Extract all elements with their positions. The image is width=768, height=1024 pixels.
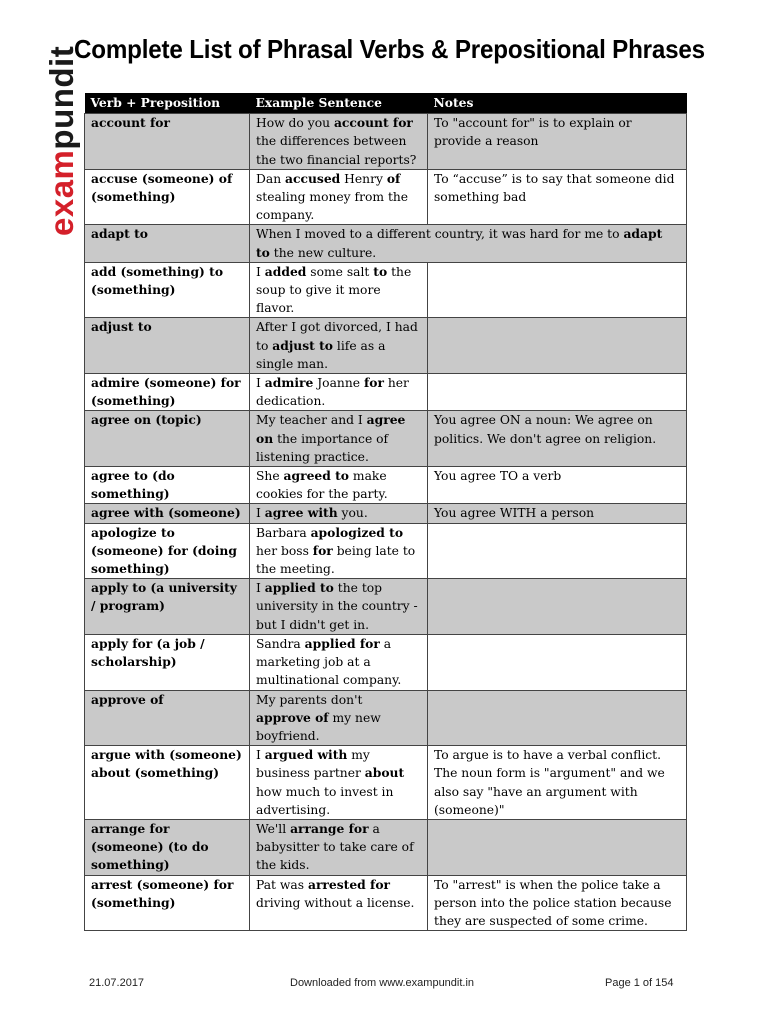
notes-cell	[428, 634, 687, 690]
example-emphasis: apologized to	[310, 524, 404, 540]
example-cell	[250, 690, 428, 746]
example-cell	[250, 169, 428, 225]
example-text: Barbara	[256, 525, 311, 540]
example-text: My teacher and I	[256, 413, 367, 428]
example-cell	[250, 634, 428, 690]
example-text: the soup to give it more flavor.	[256, 264, 412, 316]
verb-cell: add (something) to (something)	[85, 262, 250, 318]
notes-cell: You agree TO a verb	[428, 467, 687, 504]
verb-cell: arrange for (someone) (to do something)	[85, 819, 250, 875]
verb-cell: apply to (a university / program)	[85, 579, 250, 635]
table-body	[85, 114, 687, 931]
table-header-row	[85, 93, 687, 114]
phrasal-verbs-table	[84, 93, 687, 931]
example-emphasis: applied to	[264, 580, 334, 596]
example-cell	[250, 746, 428, 820]
example-text: a babysitter to take care of the kids.	[256, 821, 414, 873]
table-row	[85, 579, 687, 635]
header-notes: Notes	[428, 93, 687, 114]
example-emphasis: argued with	[264, 747, 348, 763]
verb-cell: admire (someone) for (something)	[85, 374, 250, 411]
example-text: the new culture.	[269, 245, 377, 260]
example-emphasis: accused	[285, 170, 341, 186]
example-emphasis: approve of	[256, 709, 329, 725]
table-row	[85, 114, 687, 170]
example-emphasis: agree on	[256, 412, 406, 446]
notes-cell	[428, 374, 687, 411]
example-text: the differences between the two financial reports?	[256, 134, 417, 167]
table-row	[85, 523, 687, 579]
example-text: We'll	[256, 821, 291, 836]
example-text: Joanne	[313, 376, 364, 391]
example-text: I	[256, 506, 265, 521]
example-cell	[250, 467, 428, 504]
example-cell	[250, 819, 428, 875]
example-emphasis: for	[363, 375, 384, 391]
example-cell	[250, 114, 428, 170]
example-text: After I got divorced, I had to	[256, 320, 418, 353]
example-text: I	[256, 376, 265, 391]
example-text: Dan	[256, 171, 286, 186]
table-row	[85, 690, 687, 746]
example-text: my business partner	[256, 748, 370, 781]
table-row	[85, 819, 687, 875]
example-cell	[250, 411, 428, 467]
table-row	[85, 262, 687, 318]
verb-cell: argue with (someone) about (something)	[85, 746, 250, 820]
example-cell	[250, 523, 428, 579]
example-text: I	[256, 581, 265, 596]
example-cell	[250, 579, 428, 635]
notes-cell: You agree WITH a person	[428, 504, 687, 523]
example-cell	[250, 504, 428, 523]
verb-cell: apply for (a job / scholarship)	[85, 634, 250, 690]
brand-wordmark	[42, 46, 82, 236]
table-row	[85, 875, 687, 931]
example-text: the importance of listening practice.	[256, 431, 389, 464]
notes-cell: To "arrest" is when the police take a person into the police station because they are suspected of some crime.	[428, 875, 687, 931]
verb-cell: adjust to	[85, 318, 250, 374]
table-row	[85, 467, 687, 504]
table-row	[85, 411, 687, 467]
notes-cell: To “accuse” is to say that someone did something bad	[428, 169, 687, 225]
notes-cell	[428, 690, 687, 746]
notes-cell	[428, 523, 687, 579]
notes-cell	[428, 819, 687, 875]
example-text: some salt	[306, 264, 374, 279]
example-text: My parents don't	[256, 692, 363, 707]
example-emphasis: agree with	[264, 505, 338, 521]
example-emphasis: admire	[264, 375, 314, 391]
table-row	[85, 318, 687, 374]
brand-exam: exam	[43, 149, 80, 236]
example-emphasis: applied for	[304, 635, 380, 651]
brand-pundit: pundit	[43, 45, 80, 150]
example-emphasis: of	[386, 170, 401, 186]
example-text: Henry	[340, 171, 387, 186]
verb-cell: account for	[85, 114, 250, 170]
footer-source: Downloaded from www.exampundit.in	[290, 977, 475, 989]
verb-cell: agree on (topic)	[85, 411, 250, 467]
example-emphasis: account for	[333, 115, 413, 131]
footer-page: Page 1 of 154	[605, 977, 674, 989]
example-emphasis: for	[312, 542, 333, 558]
notes-cell	[428, 318, 687, 374]
notes-cell	[428, 262, 687, 318]
example-emphasis: added	[264, 263, 307, 279]
verb-cell: agree to (do something)	[85, 467, 250, 504]
example-text: driving without a license.	[256, 895, 415, 910]
notes-cell: To argue is to have a verbal conflict. The noun form is "argument" and we also say "have an argument with (someone)"	[428, 746, 687, 820]
table-row	[85, 169, 687, 225]
example-text: She	[256, 469, 284, 484]
example-text: her dedication.	[256, 376, 409, 409]
example-cell	[250, 262, 428, 318]
notes-cell: You agree ON a noun: We agree on politics. We don't agree on religion.	[428, 411, 687, 467]
footer-date: 21.07.2017	[89, 977, 145, 989]
header-example: Example Sentence	[250, 93, 428, 114]
notes-cell: To "account for" is to explain or provide a reason	[428, 114, 687, 170]
verb-cell: adapt to	[85, 225, 250, 262]
example-text: a marketing job at a multinational company.	[256, 636, 402, 688]
example-cell	[250, 225, 687, 262]
verb-cell: arrest (someone) for (something)	[85, 875, 250, 931]
example-text: Sandra	[256, 636, 305, 651]
verb-cell: agree with (someone)	[85, 504, 250, 523]
example-text: the top university in the country - but I didn't get in.	[256, 581, 418, 632]
verb-cell: approve of	[85, 690, 250, 746]
example-text: how much to invest in advertising.	[256, 784, 394, 817]
example-text: my new boyfriend.	[256, 710, 381, 743]
example-emphasis: arrested for	[307, 876, 391, 892]
example-emphasis: agreed to	[283, 468, 349, 484]
table-row	[85, 504, 687, 523]
example-cell	[250, 318, 428, 374]
example-emphasis: arrange for	[290, 820, 369, 836]
example-text: you.	[337, 506, 368, 521]
notes-cell	[428, 579, 687, 635]
brand-logo	[22, 40, 80, 240]
verb-cell: accuse (someone) of (something)	[85, 169, 250, 225]
example-emphasis: adapt to	[256, 226, 663, 260]
example-text: being late to the meeting.	[256, 543, 416, 577]
example-text: When I moved to a different country, it was hard for me to	[256, 227, 624, 242]
table-row	[85, 225, 687, 262]
table-row	[85, 374, 687, 411]
table-row	[85, 634, 687, 690]
example-cell	[250, 875, 428, 931]
verb-cell: apologize to (someone) for (doing something)	[85, 523, 250, 579]
example-text: How do you	[256, 116, 334, 131]
example-text: stealing money from the company.	[256, 190, 409, 223]
example-text: her boss	[256, 543, 313, 558]
table-row	[85, 746, 687, 820]
page-title: Complete List of Phrasal Verbs & Prepositional Phrases	[74, 34, 705, 64]
example-text: life as a single man.	[256, 338, 386, 371]
header-verb: Verb + Preposition	[85, 93, 250, 114]
example-text: make cookies for the party.	[256, 469, 388, 502]
example-text: Pat was	[256, 877, 308, 892]
example-text: I	[256, 264, 265, 279]
example-emphasis: about	[364, 765, 405, 781]
example-emphasis: adjust to	[272, 337, 333, 353]
example-emphasis: to	[373, 263, 388, 279]
example-cell	[250, 374, 428, 411]
example-text: I	[256, 748, 265, 763]
